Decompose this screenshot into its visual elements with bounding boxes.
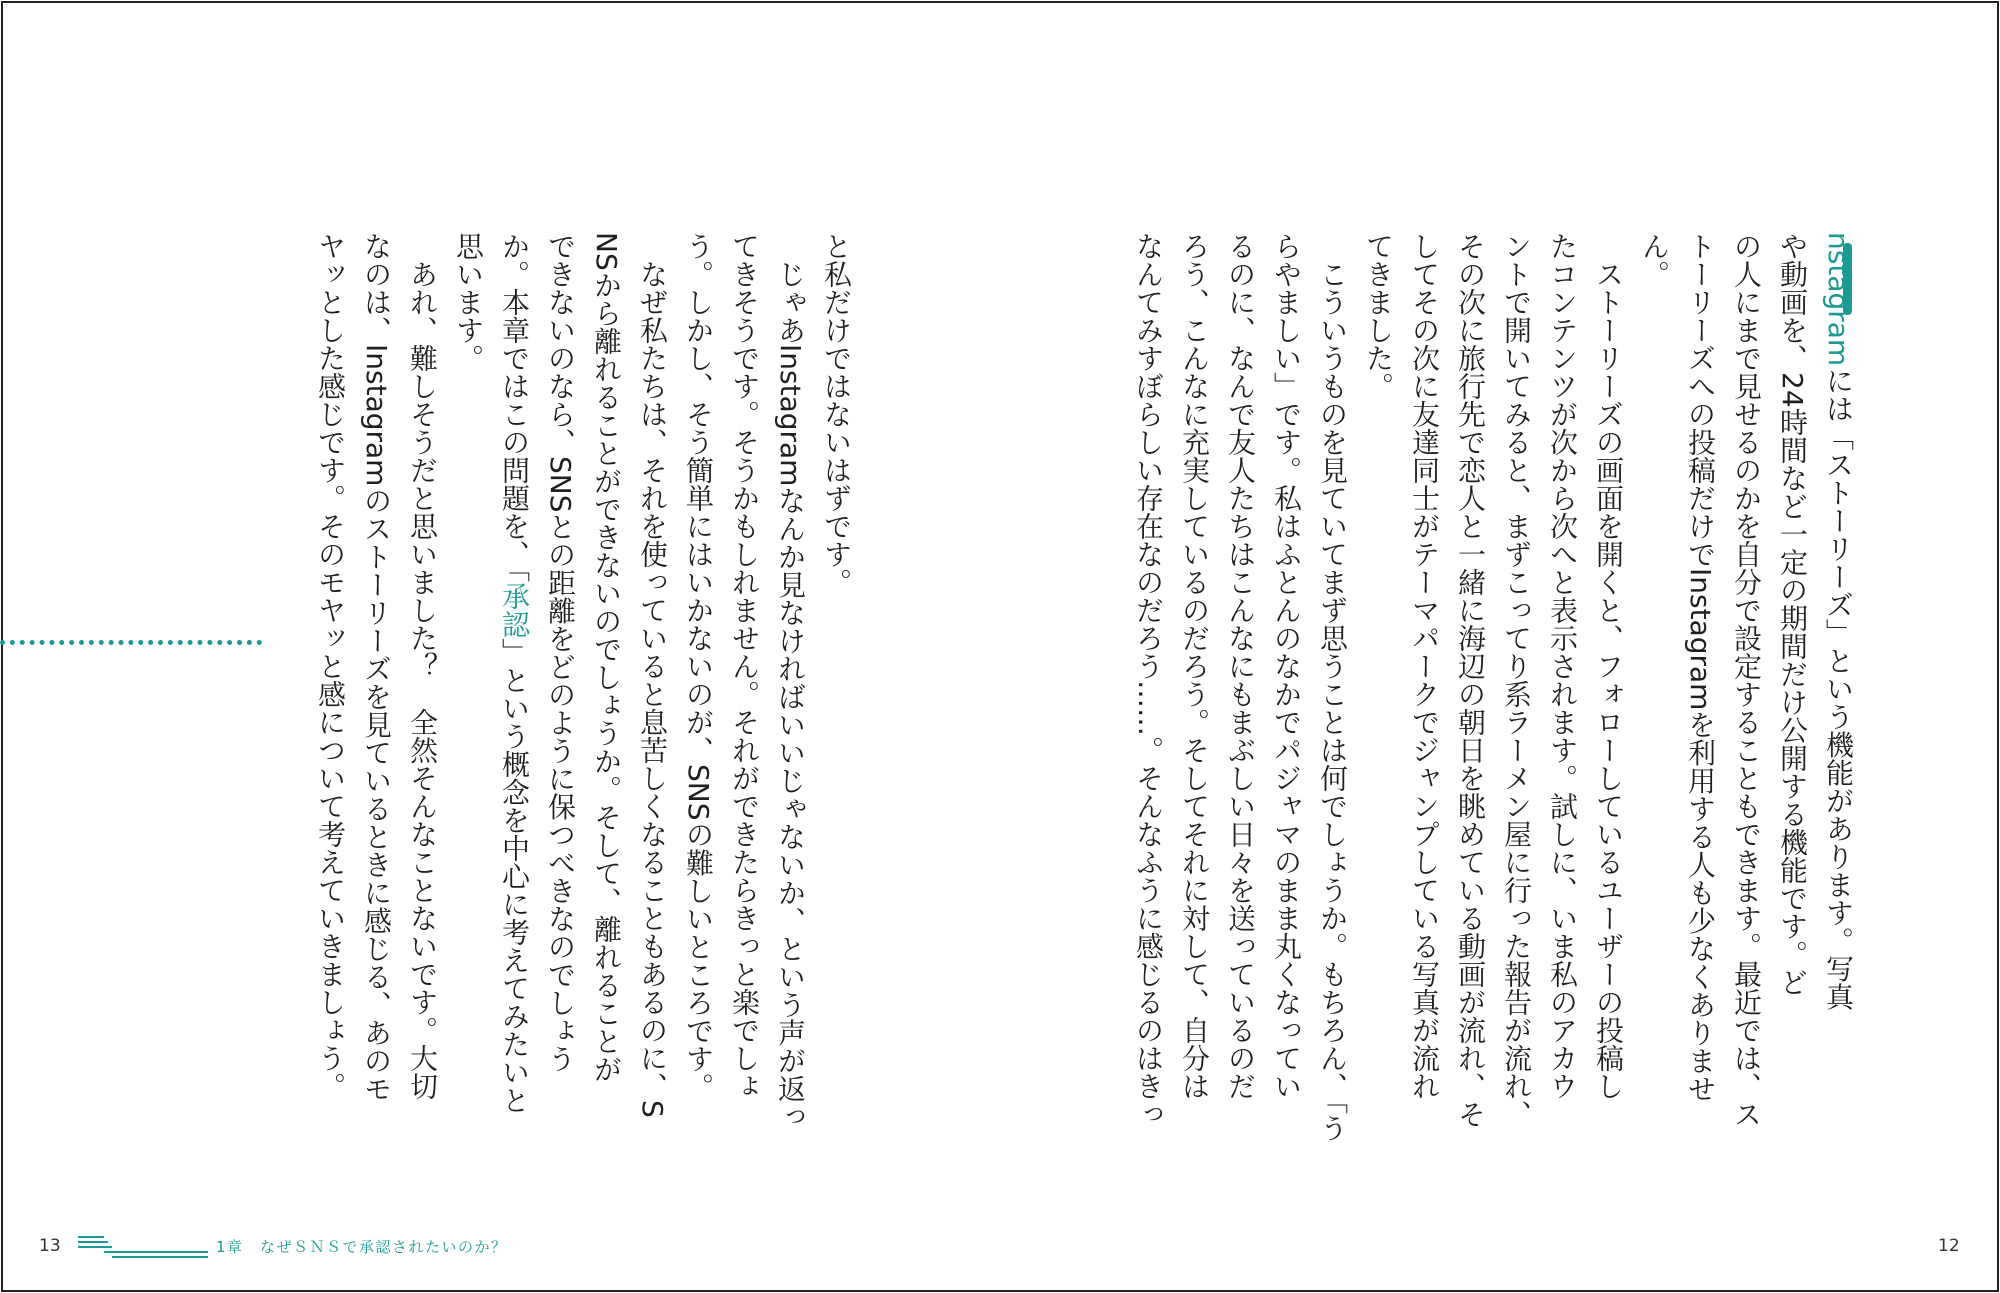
text-segment: ん。 [1638, 232, 1671, 288]
text-segment: の人にまで見せるのかを自分で設定することもできます。最近では、ス [1730, 232, 1763, 1128]
text-line [767, 232, 813, 1131]
text-segment: てきました。 [1362, 232, 1395, 400]
highlighted-term: 承認 [498, 582, 531, 638]
text-line [1401, 232, 1447, 1100]
text-segment: と私だけではないはずです。 [820, 232, 853, 596]
text-line [1677, 232, 1723, 1103]
text-segment: NSから離れることができないのでしょうか。そして、離れることが [590, 232, 623, 1083]
text-line [307, 232, 353, 1100]
page-number-left: 13 [39, 1236, 61, 1256]
text-line [1171, 232, 1217, 1100]
highlighted-term: nstagram [1822, 232, 1855, 367]
text-segment: してその次に友達同士がテーマパークでジャンプしている写真が流れ [1408, 232, 1441, 1100]
text-line [399, 232, 445, 1100]
text-segment: ろう、こんなに充実しているのだろう。そしてそれに対して、自分は [1178, 232, 1211, 1100]
text-line [813, 232, 859, 1062]
text-segment: なんてみすぼらしい存在なのだろう……。そんなふうに感じるのはきっ [1132, 232, 1165, 1128]
text-line [583, 232, 629, 1083]
chapter-header-decoration [78, 1234, 208, 1258]
text-line [491, 232, 537, 1114]
text-line [445, 232, 491, 1062]
text-line [1263, 232, 1309, 1100]
page-number-right: 12 [1938, 1236, 1960, 1256]
text-segment: には「ストーリーズ」という機能があります。写真 [1822, 366, 1855, 1011]
text-line [1723, 232, 1769, 1128]
dotted-divider-line [0, 640, 262, 645]
text-line [675, 232, 721, 1101]
chapter-header-title: 1章 なぜＳＮＳで承認されたいのか？ [216, 1238, 508, 1256]
text-line [1125, 232, 1171, 1128]
text-line [1815, 232, 1861, 1062]
text-segment: その次に旅行先で恋人と一緒に海辺の朝日を眺めている動画が流れ、そ [1454, 232, 1487, 1128]
text-segment: なぜ私たちは、それを使っていると息苦しくなることもあるのに、S [636, 260, 669, 1118]
text-segment: できないのなら、SNSとの距離をどのように保つべきなのでしょう [544, 232, 577, 1073]
text-segment: ヤッとした感じです。そのモヤッと感について考えていきましょう。 [314, 232, 347, 1100]
text-segment: てきそうです。そうかもしれません。それができたらきっと楽でしょ [728, 232, 761, 1100]
text-line [1309, 232, 1355, 1142]
text-segment: 」という概念を中心に考えてみたいと [498, 638, 531, 1114]
text-line [353, 232, 399, 1103]
text-line [1631, 232, 1677, 1062]
text-segment: ストーリーズの画面を開くと、フォローしているユーザーの投稿し [1592, 260, 1625, 1100]
right-page-body-text [1125, 232, 1861, 1142]
text-line [629, 232, 675, 1118]
text-segment: か。本章ではこの問題を、「 [498, 232, 531, 582]
text-line [537, 232, 583, 1073]
text-segment: あれ、難しそうだと思いました？ 全然そんなことないです。大切 [406, 260, 439, 1100]
text-line [1769, 232, 1815, 1062]
text-line [1217, 232, 1263, 1100]
text-segment: たコンテンツが次から次へと表示されます。試しに、いま私のアカウ [1546, 232, 1579, 1100]
text-line [1493, 232, 1539, 1128]
text-segment: るのに、なんで友人たちはこんなにもまぶしい日々を送っているのだ [1224, 232, 1257, 1100]
left-page-body-text [307, 232, 859, 1131]
text-segment: や動画を、24時間など一定の期間だけ公開する機能です。ど [1776, 232, 1809, 996]
text-line [1355, 232, 1401, 1062]
text-segment: こういうものを見ていてまず思うことは何でしょうか。もちろん、「う [1316, 260, 1349, 1142]
text-line [1585, 232, 1631, 1100]
text-line [721, 232, 767, 1100]
text-segment: トーリーズへの投稿だけでInstagramを利用する人も少なくありませ [1684, 232, 1717, 1103]
text-line [1539, 232, 1585, 1100]
text-line [1447, 232, 1493, 1128]
text-segment: じゃあInstagramなんか見なければいいじゃないか、という声が返っ [774, 260, 807, 1131]
text-segment: なのは、Instagramのストーリーズを見ているときに感じる、あのモ [360, 232, 393, 1103]
text-segment: う。しかし、そう簡単にはいかないのが、SNSの難しいところです。 [682, 232, 715, 1101]
text-segment: らやましい」です。私はふとんのなかでパジャマのまま丸くなってい [1270, 232, 1303, 1100]
text-segment: ントで開いてみると、まずこってり系ラーメン屋に行った報告が流れ、 [1500, 232, 1533, 1128]
text-segment: 思います。 [452, 232, 485, 372]
